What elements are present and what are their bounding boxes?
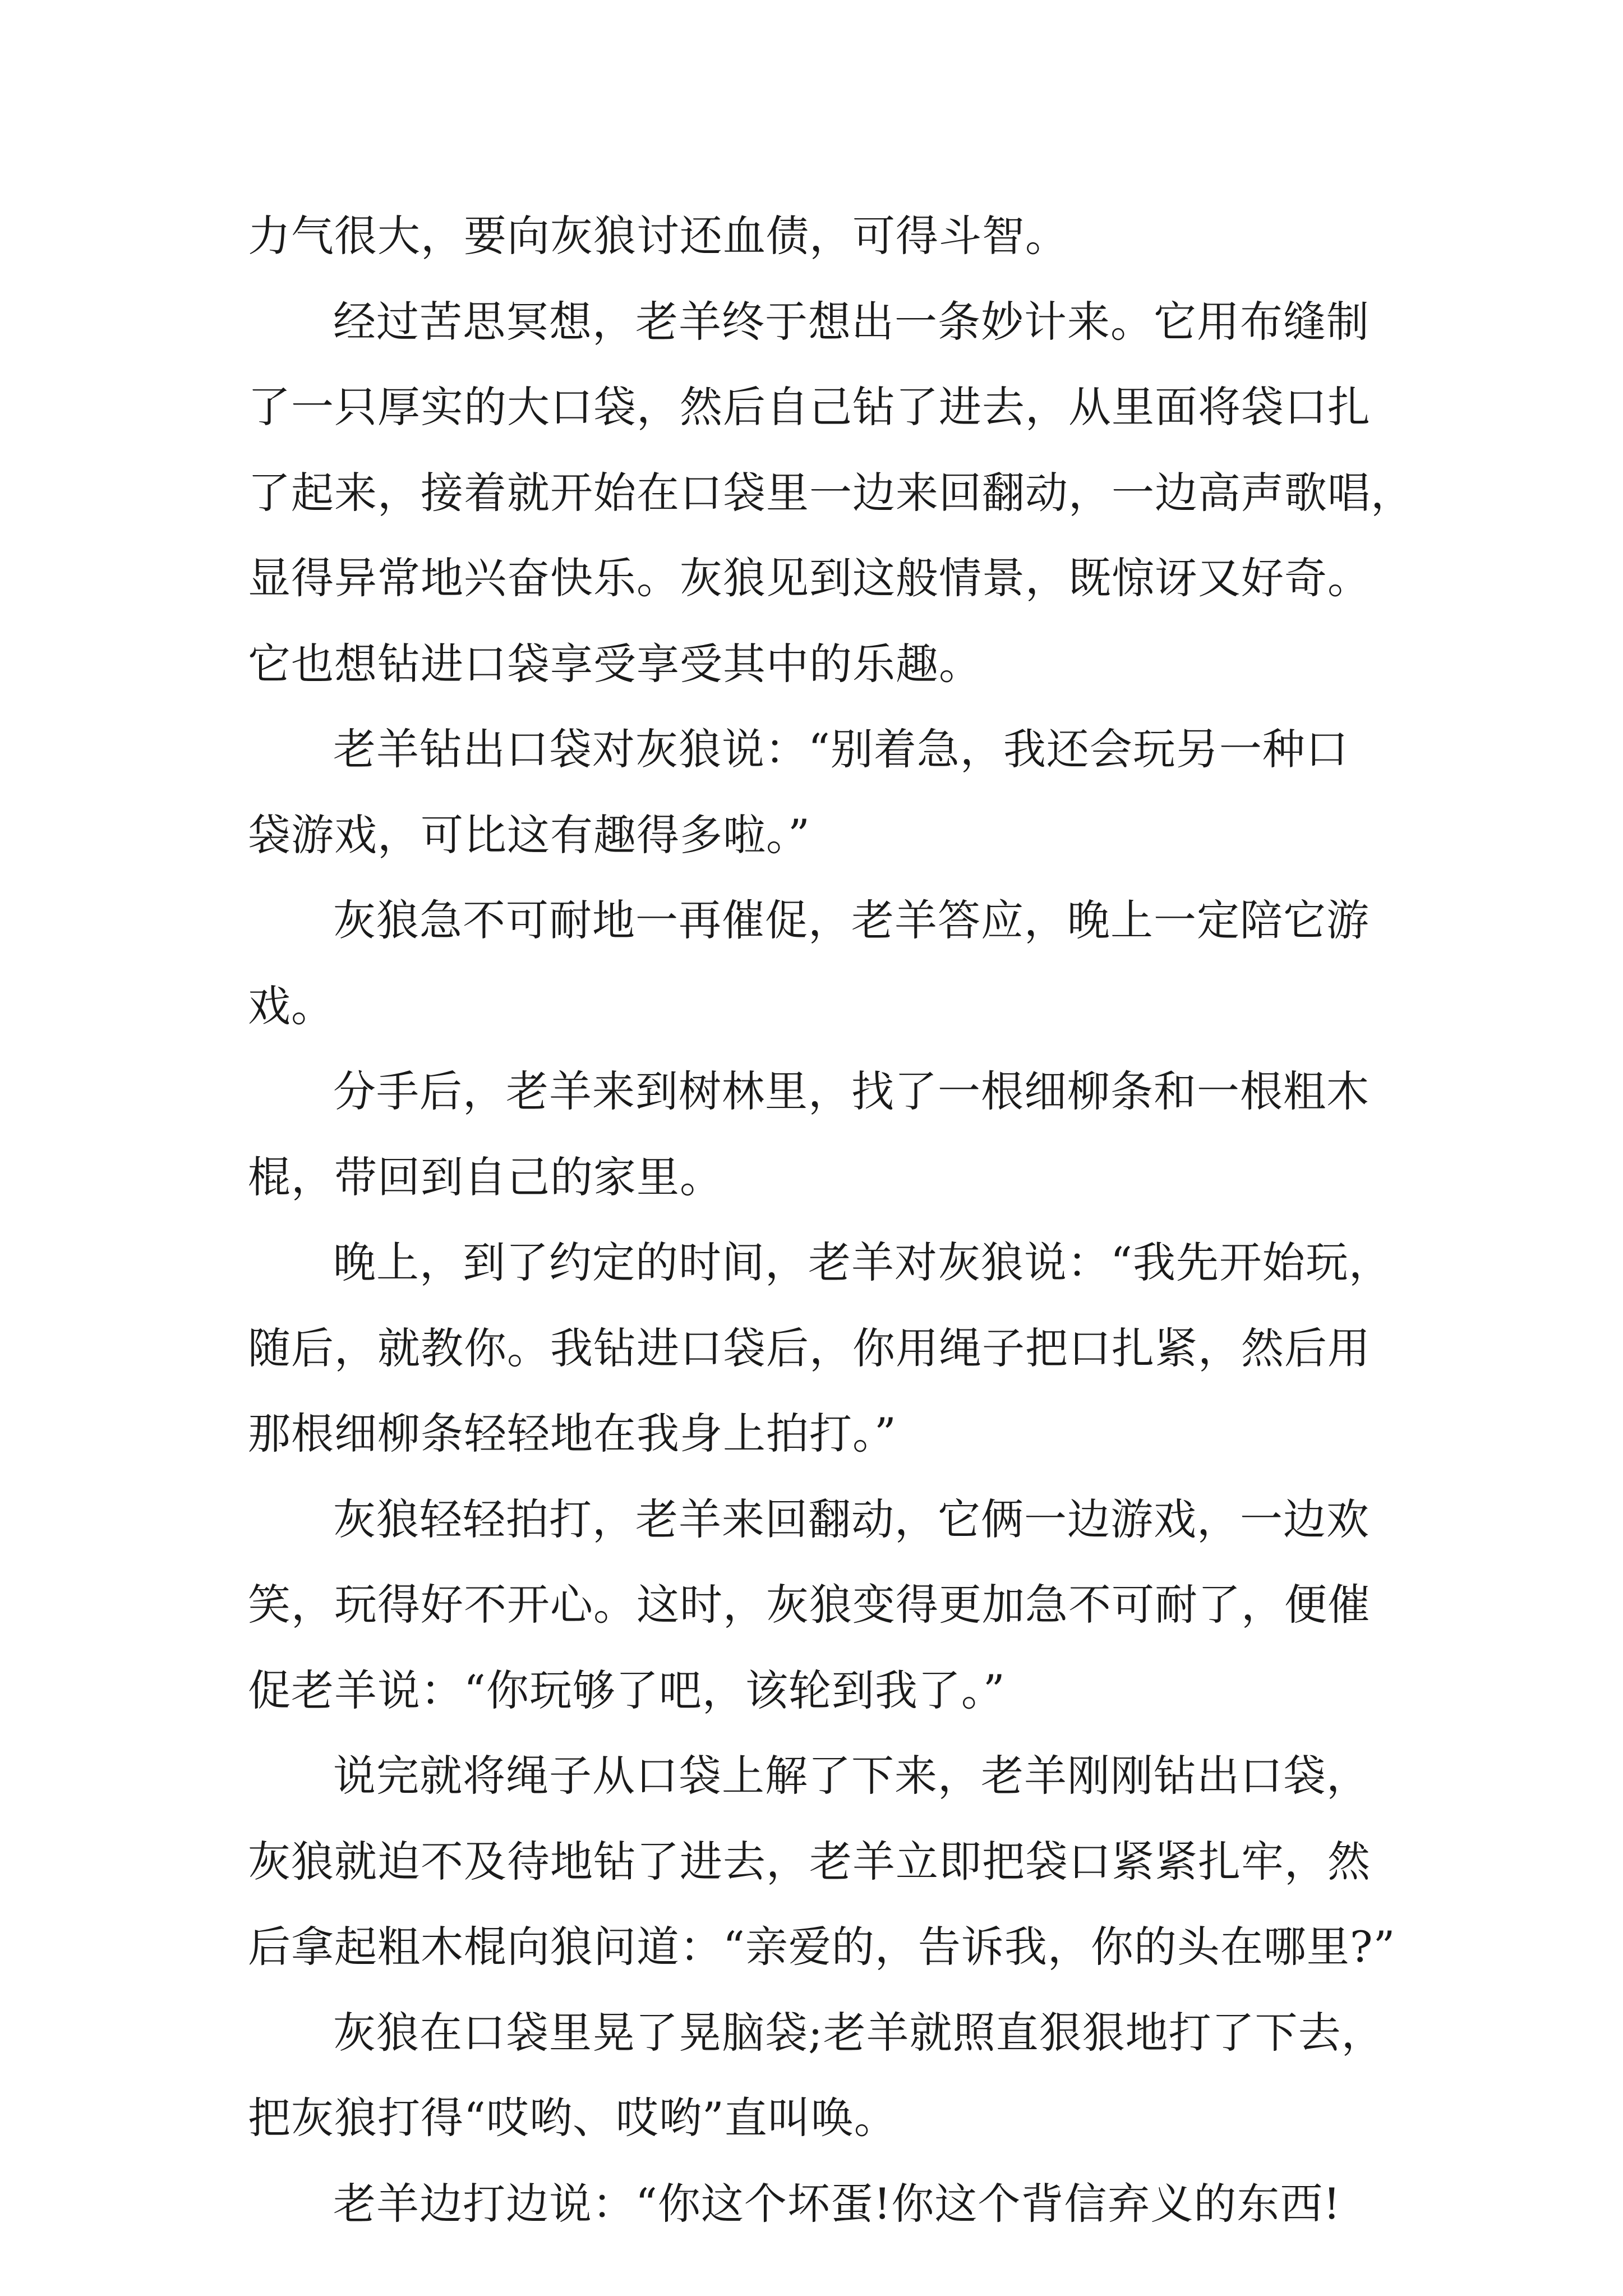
text-line: 老羊钻出口袋对灰狼说：“别着急，我还会玩另一种口: [333, 724, 1349, 774]
text-line: 灰狼就迫不及待地钻了进去，老羊立即把袋口紧紧扎牢，然: [248, 1836, 1371, 1887]
text-line: 那根细柳条轻轻地在我身上拍打。”: [248, 1409, 897, 1458]
text-line: 随后，就教你。我钻进口袋后，你用绳子把口扎紧，然后用: [248, 1323, 1371, 1373]
text-line: 分手后，老羊来到树林里，找了一根细柳条和一根粗木: [333, 1066, 1370, 1116]
text-line: 把灰狼打得“哎哟、哎哟”直叫唤。: [248, 2093, 897, 2143]
text-line: 灰狼急不可耐地一再催促，老羊答应，晚上一定陪它游: [333, 895, 1370, 945]
text-line: 袋游戏，可比这有趣得多啦。”: [248, 809, 810, 860]
text-line: 经过苦思冥想，老羊终于想出一条妙计来。它用布缝制: [333, 296, 1370, 347]
text-line: 灰狼在口袋里晃了晃脑袋;老羊就照直狠狠地打了下去，: [333, 2007, 1385, 2058]
text-line: 灰狼轻轻拍打，老羊来回翻动，它俩一边游戏，一边欢: [333, 1494, 1370, 1544]
text-line: 后拿起粗木棍向狼问道：“亲爱的，告诉我，你的头在哪里?”: [248, 1922, 1396, 1972]
text-line: 力气很大，要向灰狼讨还血债，可得斗智。: [248, 211, 1068, 261]
text-line: 它也想钻进口袋享受享受其中的乐趣。: [248, 638, 982, 689]
text-line: 棍，带回到自己的家里。: [248, 1152, 723, 1202]
text-line: 说完就将绳子从口袋上解了下来，老羊刚刚钻出口袋，: [333, 1751, 1370, 1801]
document-text-body: [248, 194, 1414, 2247]
text-line: 晚上，到了约定的时间，老羊对灰狼说：“我先开始玩，: [333, 1237, 1392, 1287]
text-line: 了起来，接着就开始在口袋里一边来回翻动，一边高声歌唱，: [248, 467, 1414, 518]
text-line: 了一只厚实的大口袋，然后自己钻了进去，从里面将袋口扎: [248, 382, 1371, 432]
text-line: 促老羊说：“你玩够了吧，该轮到我了。”: [248, 1665, 1006, 1715]
text-line: 显得异常地兴奋快乐。灰狼见到这般情景，既惊讶又好奇。: [248, 553, 1371, 603]
text-line: 戏。: [248, 981, 334, 1031]
text-line: 笑，玩得好不开心。这时，灰狼变得更加急不可耐了，便催: [248, 1580, 1371, 1630]
text-line: 老羊边打边说：“你这个坏蛋!你这个背信弃义的东西!: [333, 2178, 1341, 2229]
